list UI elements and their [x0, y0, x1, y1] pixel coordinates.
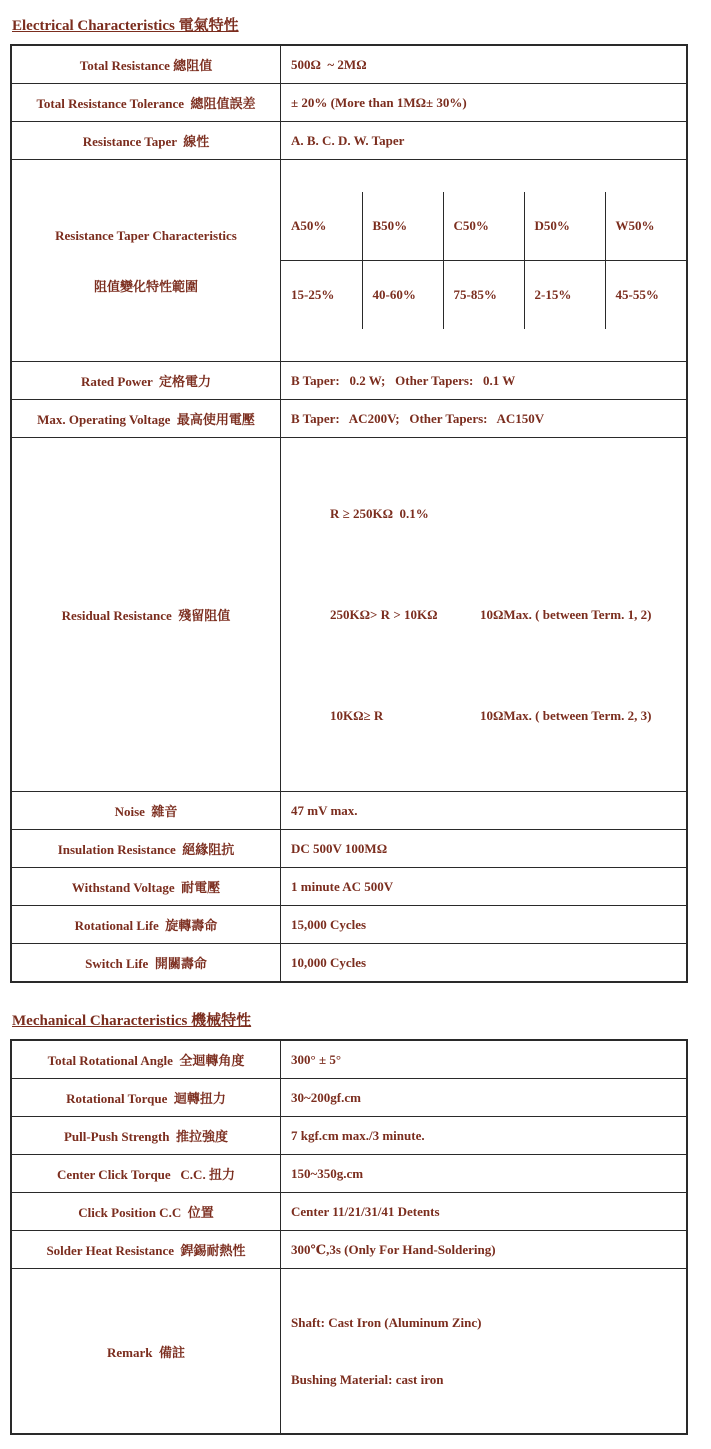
row-value: 10,000 Cycles — [281, 944, 688, 983]
row-value — [281, 160, 688, 362]
taper-header-cell: C50% — [443, 192, 524, 261]
residual-condition: R ≥ 250KΩ 0.1% — [330, 506, 429, 521]
row-label — [11, 160, 281, 362]
row-label: Residual Resistance 殘留阻值 — [11, 438, 281, 792]
row-label: Total Resistance Tolerance 總阻值誤差 — [11, 84, 281, 122]
row-value: 15,000 Cycles — [281, 906, 688, 944]
taper-value-cell: 75-85% — [443, 261, 524, 330]
taper-header-cell: D50% — [524, 192, 605, 261]
residual-result: 10ΩMax. ( between Term. 2, 3) — [480, 708, 652, 723]
row-label: Solder Heat Resistance 銲錫耐熱性 — [11, 1231, 281, 1269]
row-label: Withstand Voltage 耐電壓 — [11, 868, 281, 906]
table-row-residual-resistance — [11, 438, 687, 792]
row-value: 300° ± 5° — [281, 1040, 688, 1079]
row-label: Rated Power 定格電力 — [11, 362, 281, 400]
residual-condition: 250KΩ> R > 10KΩ — [330, 607, 438, 622]
row-label: Noise 雜音 — [11, 792, 281, 830]
taper-value-cell: 2-15% — [524, 261, 605, 330]
table-row-solder-heat-resistance — [11, 1231, 687, 1269]
row-label: Rotational Torque 迴轉扭力 — [11, 1079, 281, 1117]
taper-value-cell: 45-55% — [605, 261, 686, 330]
table-row-click-position — [11, 1193, 687, 1231]
row-value: 7 kgf.cm max./3 minute. — [281, 1117, 688, 1155]
taper-header-cell: A50% — [281, 192, 362, 261]
row-value: 30~200gf.cm — [281, 1079, 688, 1117]
row-label: Insulation Resistance 絕緣阻抗 — [11, 830, 281, 868]
table-row-total-resistance — [11, 45, 687, 84]
row-value: 300℃,3s (Only For Hand-Soldering) — [281, 1231, 688, 1269]
electrical-table — [10, 44, 688, 983]
residual-condition: 10KΩ≥ R — [330, 708, 384, 723]
row-label-line-en: Resistance Taper Characteristics — [55, 227, 237, 243]
row-value — [281, 438, 688, 792]
row-value: A. B. C. D. W. Taper — [281, 122, 688, 160]
taper-header-cell: W50% — [605, 192, 686, 261]
table-row-insulation-resistance — [11, 830, 687, 868]
taper-grid — [281, 192, 686, 329]
row-value: 150~350g.cm — [281, 1155, 688, 1193]
taper-value-cell: 40-60% — [362, 261, 443, 330]
taper-value-row — [281, 261, 686, 330]
mechanical-section-title: Mechanical Characteristics 機械特性 — [12, 1013, 252, 1029]
row-value: Center 11/21/31/41 Detents — [281, 1193, 688, 1231]
table-row-taper-characteristics — [11, 160, 687, 362]
table-row-resistance-taper — [11, 122, 687, 160]
taper-header-cell: B50% — [362, 192, 443, 261]
row-label: Switch Life 開關壽命 — [11, 944, 281, 983]
residual-line — [291, 681, 676, 750]
row-label: Click Position C.C 位置 — [11, 1193, 281, 1231]
row-label: Center Click Torque C.C. 扭力 — [11, 1155, 281, 1193]
table-row-remark — [11, 1269, 687, 1435]
row-label: Max. Operating Voltage 最高使用電壓 — [11, 400, 281, 438]
row-value: DC 500V 100MΩ — [281, 830, 688, 868]
row-label: Pull-Push Strength 推拉強度 — [11, 1117, 281, 1155]
table-row-tolerance — [11, 84, 687, 122]
row-value: 1 minute AC 500V — [281, 868, 688, 906]
electrical-section-title: Electrical Characteristics 電氣特性 — [12, 18, 239, 34]
row-value: 47 mV max. — [281, 792, 688, 830]
table-row-noise — [11, 792, 687, 830]
row-value: ± 20% (More than 1MΩ± 30%) — [281, 84, 688, 122]
table-row-max-operating-voltage — [11, 400, 687, 438]
row-value — [281, 1269, 688, 1435]
table-row-withstand-voltage — [11, 868, 687, 906]
row-label: Total Rotational Angle 全迴轉角度 — [11, 1040, 281, 1079]
table-row-rotational-life — [11, 906, 687, 944]
row-label: Rotational Life 旋轉壽命 — [11, 906, 281, 944]
residual-line — [291, 479, 676, 548]
taper-header-row — [281, 192, 686, 261]
row-value: B Taper: 0.2 W; Other Tapers: 0.1 W — [281, 362, 688, 400]
row-value: B Taper: AC200V; Other Tapers: AC150V — [281, 400, 688, 438]
table-row-center-click-torque — [11, 1155, 687, 1193]
mechanical-table — [10, 1039, 688, 1435]
table-row-total-rotational-angle — [11, 1040, 687, 1079]
residual-result: 10ΩMax. ( between Term. 1, 2) — [480, 607, 652, 622]
row-value: 500Ω ~ 2MΩ — [281, 45, 688, 84]
row-label: Resistance Taper 線性 — [11, 122, 281, 160]
table-row-rotational-torque — [11, 1079, 687, 1117]
remark-line: Shaft: Cast Iron (Aluminum Zinc) — [291, 1315, 482, 1330]
taper-value-cell: 15-25% — [281, 261, 362, 330]
table-row-pull-push-strength — [11, 1117, 687, 1155]
residual-line — [291, 580, 676, 649]
table-row-rated-power — [11, 362, 687, 400]
remark-line: Bushing Material: cast iron — [291, 1372, 444, 1387]
row-label: Total Resistance 總阻值 — [11, 45, 281, 84]
row-label-line-zh: 阻值變化特性範圍 — [93, 278, 198, 294]
row-label: Remark 備註 — [11, 1269, 281, 1435]
table-row-switch-life — [11, 944, 687, 983]
